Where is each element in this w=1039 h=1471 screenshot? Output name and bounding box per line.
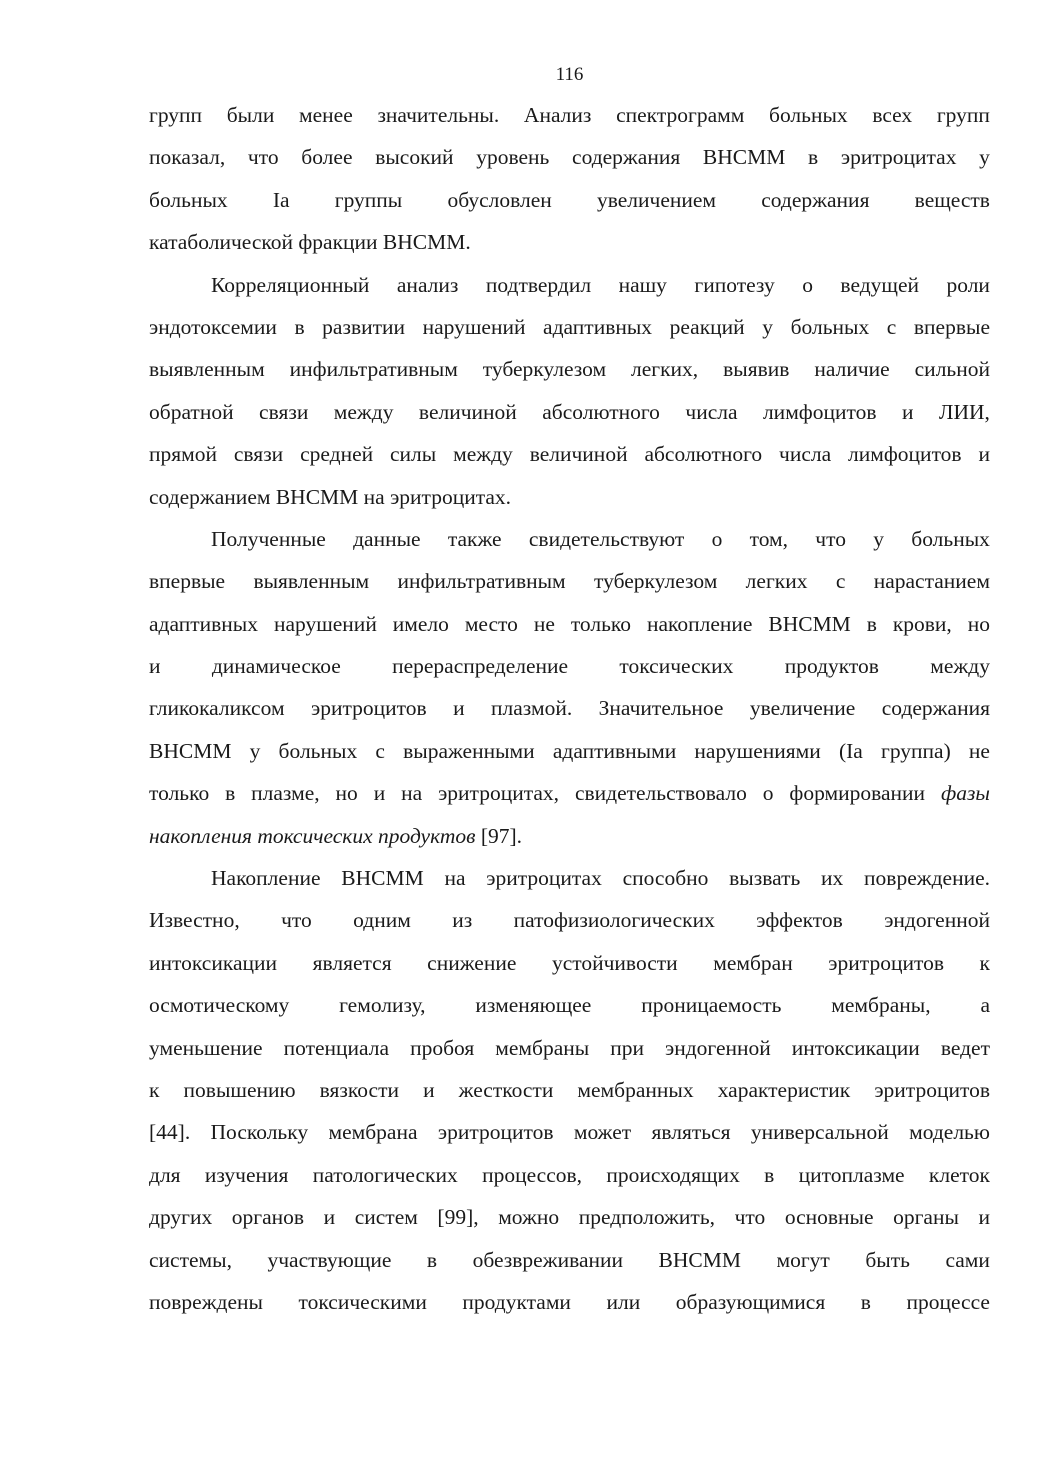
word: изучения	[204, 1162, 289, 1187]
word: о	[762, 781, 774, 806]
word: можно	[498, 1205, 560, 1230]
word: свидетельствовало	[574, 781, 747, 806]
paragraph-first-line	[149, 264, 990, 306]
word: являться	[651, 1120, 731, 1145]
text-line	[149, 94, 990, 136]
word: мембраны,	[831, 993, 931, 1018]
word: связи	[233, 442, 284, 467]
word: у	[762, 314, 773, 339]
word: только	[570, 611, 632, 636]
word: имело	[392, 611, 449, 636]
word: групп	[149, 103, 203, 127]
word: выраженными	[403, 738, 535, 763]
word: нарушениями	[694, 738, 821, 763]
word: развитии	[322, 314, 406, 339]
word: реакций	[669, 314, 745, 339]
word: для	[149, 1162, 181, 1187]
word: роли	[946, 272, 990, 297]
word: сильной	[914, 357, 990, 382]
word: быть	[865, 1247, 910, 1272]
word: анализ	[396, 272, 459, 297]
word: изменяющее	[475, 993, 592, 1018]
word: при	[610, 1035, 644, 1060]
word: ведущей	[840, 272, 919, 297]
word: с	[375, 738, 385, 763]
word: является	[312, 950, 392, 975]
word: интоксикации	[149, 950, 278, 975]
word: обезвреживании	[472, 1247, 623, 1272]
word: сами	[945, 1247, 990, 1272]
word: абсолютного	[644, 442, 763, 467]
word: наличие	[814, 357, 890, 382]
word: ВНСММ	[768, 611, 851, 636]
word: мембрана	[328, 1120, 418, 1145]
word: моделью	[909, 1120, 990, 1145]
word: больных	[278, 738, 358, 763]
word: мембранных	[577, 1077, 694, 1102]
word: характеристик	[717, 1077, 851, 1102]
word: выявленным	[253, 569, 370, 594]
word: адаптивными	[552, 738, 677, 763]
word: что	[281, 908, 312, 933]
word: но	[335, 781, 358, 806]
word: и	[978, 442, 990, 467]
word: больных	[769, 103, 848, 127]
word: спектрограмм	[616, 103, 745, 127]
word: легких,	[631, 357, 699, 382]
word: повышению	[183, 1077, 296, 1102]
word: в	[808, 145, 819, 170]
word: и	[149, 654, 161, 679]
word: эритроцитах,	[438, 781, 560, 806]
word: обратной	[149, 399, 234, 424]
text-line	[149, 899, 990, 941]
word: гипотезу	[694, 272, 775, 297]
word: туберкулезом	[482, 357, 607, 382]
word: нарастанием	[873, 569, 990, 594]
word: патофизиологических	[513, 908, 715, 933]
text-line	[149, 815, 990, 857]
word: проницаемость	[641, 993, 782, 1018]
word: что	[734, 1205, 766, 1230]
page-number: 116	[555, 64, 584, 85]
word: увеличение	[749, 696, 856, 721]
word: эритроцитов	[874, 1077, 990, 1102]
word: и	[453, 696, 465, 721]
word: с	[835, 569, 846, 594]
word: их	[821, 866, 844, 891]
word: только	[149, 781, 210, 806]
word: в	[294, 314, 305, 339]
word: увеличением	[596, 187, 717, 212]
text-line	[149, 942, 990, 984]
text-line	[149, 1069, 990, 1111]
word: место	[464, 611, 518, 636]
word: уменьшение	[149, 1035, 263, 1060]
text-line	[149, 179, 990, 221]
word: и	[901, 399, 914, 424]
word: и	[323, 1205, 336, 1230]
word: фазы	[940, 781, 990, 806]
word: между	[453, 442, 513, 467]
word: предположить,	[578, 1205, 715, 1230]
word: вызвать	[729, 866, 801, 891]
word: интоксикации	[791, 1035, 920, 1060]
word: систем	[354, 1205, 418, 1230]
word: величиной	[529, 442, 628, 467]
text-line	[149, 645, 990, 687]
word: менее	[299, 103, 353, 127]
word: о	[802, 272, 813, 297]
paragraph-first-line	[149, 857, 990, 899]
word: участвующие	[267, 1247, 392, 1272]
word: также	[447, 526, 502, 551]
word: Известно,	[149, 908, 240, 933]
word: ВНСММ	[149, 738, 232, 763]
citation: [97].	[475, 823, 523, 848]
word: что	[247, 145, 279, 170]
word: данные	[353, 526, 421, 551]
word: потенциала	[283, 1035, 390, 1060]
word: прямой	[149, 442, 218, 467]
word: инфильтративным	[397, 569, 566, 594]
word: уровень	[476, 145, 550, 170]
word: эндогенной	[884, 908, 990, 933]
word: процессе	[906, 1289, 990, 1314]
word: Поскольку	[210, 1120, 309, 1145]
word: в	[860, 1289, 871, 1314]
word: продуктами	[462, 1289, 571, 1314]
word: более	[301, 145, 353, 170]
word: ВНСММ	[702, 145, 786, 170]
word: системы,	[149, 1247, 232, 1272]
word: легких	[745, 569, 808, 594]
word: впервые	[149, 569, 226, 594]
word: других	[149, 1205, 213, 1230]
word: эритроцитов	[310, 696, 427, 721]
word: устойчивости	[551, 950, 678, 975]
word: одним	[353, 908, 411, 933]
text-line	[149, 772, 990, 814]
word: образующимися	[675, 1289, 826, 1314]
word: группа)	[881, 738, 951, 763]
word: повреждены	[149, 1289, 263, 1314]
word: жесткости	[458, 1077, 554, 1102]
text-line	[149, 348, 990, 390]
word: нарушений	[422, 314, 526, 339]
word: органов	[231, 1205, 305, 1230]
word: туберкулезом	[594, 569, 718, 594]
word: лимфоцитов	[762, 399, 877, 424]
word: средней	[300, 442, 374, 467]
word: связи	[259, 399, 309, 424]
text-line	[149, 1281, 990, 1323]
word: эффектов	[756, 908, 843, 933]
word: лимфоцитов	[848, 442, 962, 467]
text-line	[149, 1027, 990, 1069]
word: Накопление	[211, 866, 321, 891]
word: инфильтративным	[289, 357, 458, 382]
word: в	[225, 781, 236, 806]
word: обусловлен	[447, 187, 552, 212]
word: выявленным	[149, 357, 265, 382]
word: вязкости	[319, 1077, 399, 1102]
word: цитоплазме	[798, 1162, 905, 1187]
word: гемолизу,	[339, 993, 426, 1018]
word: Анализ	[523, 103, 592, 127]
word: подтвердил	[485, 272, 592, 297]
paragraph-first-line	[149, 518, 990, 560]
word: ведет	[940, 1035, 990, 1060]
word: впервые	[913, 314, 990, 339]
word: больных	[790, 314, 870, 339]
word: (Ia	[838, 738, 863, 763]
word: может	[573, 1120, 632, 1145]
word: плазмой.	[491, 696, 573, 721]
word: Полученные	[211, 526, 326, 551]
word: эндотоксемии	[149, 314, 277, 339]
word: числа	[685, 399, 738, 424]
word: в	[426, 1247, 438, 1272]
word: патологических	[312, 1162, 458, 1187]
text-line	[149, 306, 990, 348]
word: числа	[779, 442, 832, 467]
word: группы	[334, 187, 403, 212]
word: процессов,	[482, 1162, 583, 1187]
word: могут	[776, 1247, 830, 1272]
word: ЛИИ,	[938, 399, 990, 424]
word: [44].	[149, 1120, 191, 1145]
word: значительны.	[377, 103, 500, 127]
word: величиной	[418, 399, 517, 424]
word: происходящих	[606, 1162, 740, 1187]
word: эритроцитах	[840, 145, 957, 170]
word: осмотическому	[149, 993, 290, 1018]
word: не	[968, 738, 990, 763]
word: больных	[149, 187, 228, 212]
word: Значительное	[598, 696, 724, 721]
word: и	[978, 1205, 990, 1230]
word: веществ	[914, 187, 990, 212]
word: адаптивных	[149, 611, 259, 636]
word: эндогенной	[665, 1035, 771, 1060]
word: высокий	[375, 145, 454, 170]
word: универсальной	[750, 1120, 889, 1145]
text-line	[149, 136, 990, 178]
word: силы	[390, 442, 437, 467]
word: нарушений	[273, 611, 377, 636]
text-line	[149, 730, 990, 772]
word: групп	[936, 103, 990, 127]
word: или	[606, 1289, 641, 1314]
word: Ia	[272, 187, 290, 212]
word: формировании	[789, 781, 926, 806]
text-line	[149, 560, 990, 602]
word: о	[711, 526, 723, 551]
word: что	[815, 526, 846, 551]
text-line	[149, 984, 990, 1026]
word: всех	[872, 103, 913, 127]
word: адаптивных	[543, 314, 653, 339]
word: между	[930, 654, 990, 679]
word: нашу	[618, 272, 667, 297]
word: органы	[893, 1205, 959, 1230]
word: с	[886, 314, 897, 339]
word: мембраны	[495, 1035, 590, 1060]
text-line: содержанием ВНСММ на эритроцитах.	[149, 484, 512, 509]
word: [99],	[437, 1205, 479, 1230]
word: том,	[749, 526, 789, 551]
word: абсолютного	[542, 399, 660, 424]
word: свидетельствуют	[528, 526, 685, 551]
word: пробоя	[410, 1035, 475, 1060]
word: в	[764, 1162, 775, 1187]
word: эритроцитов	[437, 1120, 554, 1145]
word: на	[401, 781, 423, 806]
text-line	[149, 1111, 990, 1153]
italic-term: накопления токсических продуктов	[149, 823, 476, 848]
text-line	[149, 433, 990, 475]
word: перераспределение	[392, 654, 569, 679]
word: продуктов	[784, 654, 879, 679]
word: больных	[911, 526, 990, 551]
word: ВНСММ	[658, 1247, 741, 1272]
word: снижение	[427, 950, 517, 975]
word: токсическими	[298, 1289, 427, 1314]
word: и	[373, 781, 386, 806]
word: и	[423, 1077, 435, 1102]
text-line	[149, 1239, 990, 1281]
word: у	[873, 526, 884, 551]
text-line	[149, 687, 990, 729]
text-line	[149, 1196, 990, 1238]
word: не	[533, 611, 555, 636]
word: динамическое	[211, 654, 341, 679]
word: к	[979, 950, 990, 975]
word: крови,	[892, 611, 952, 636]
word: основные	[784, 1205, 874, 1230]
word: плазме,	[251, 781, 320, 806]
word: содержания	[881, 696, 990, 721]
word: к	[149, 1077, 160, 1102]
word: были	[226, 103, 275, 127]
word: ВНСММ	[341, 866, 424, 891]
text-line	[149, 603, 990, 645]
word: мембран	[713, 950, 793, 975]
word: накопление	[646, 611, 753, 636]
word: но	[967, 611, 990, 636]
word: эритроцитах	[486, 866, 602, 891]
text-line	[149, 391, 990, 433]
word: Корреляционный	[211, 272, 370, 297]
word: на	[444, 866, 466, 891]
word: а	[980, 993, 990, 1018]
word: способно	[622, 866, 709, 891]
word: выявив	[723, 357, 790, 382]
word: в	[866, 611, 877, 636]
word: токсических	[619, 654, 734, 679]
word: гликокаликсом	[149, 696, 285, 721]
word: содержания	[761, 187, 870, 212]
word: показал,	[149, 145, 226, 170]
word: содержания	[572, 145, 681, 170]
word: эритроцитов	[828, 950, 944, 975]
text-line	[149, 1154, 990, 1196]
word: из	[452, 908, 473, 933]
word: клеток	[928, 1162, 990, 1187]
text-line: катаболической фракции ВНСММ.	[149, 230, 471, 255]
word: между	[333, 399, 394, 424]
word: у	[979, 145, 990, 170]
word: у	[249, 738, 261, 763]
word: повреждение.	[864, 866, 990, 891]
body-text	[149, 94, 990, 1323]
